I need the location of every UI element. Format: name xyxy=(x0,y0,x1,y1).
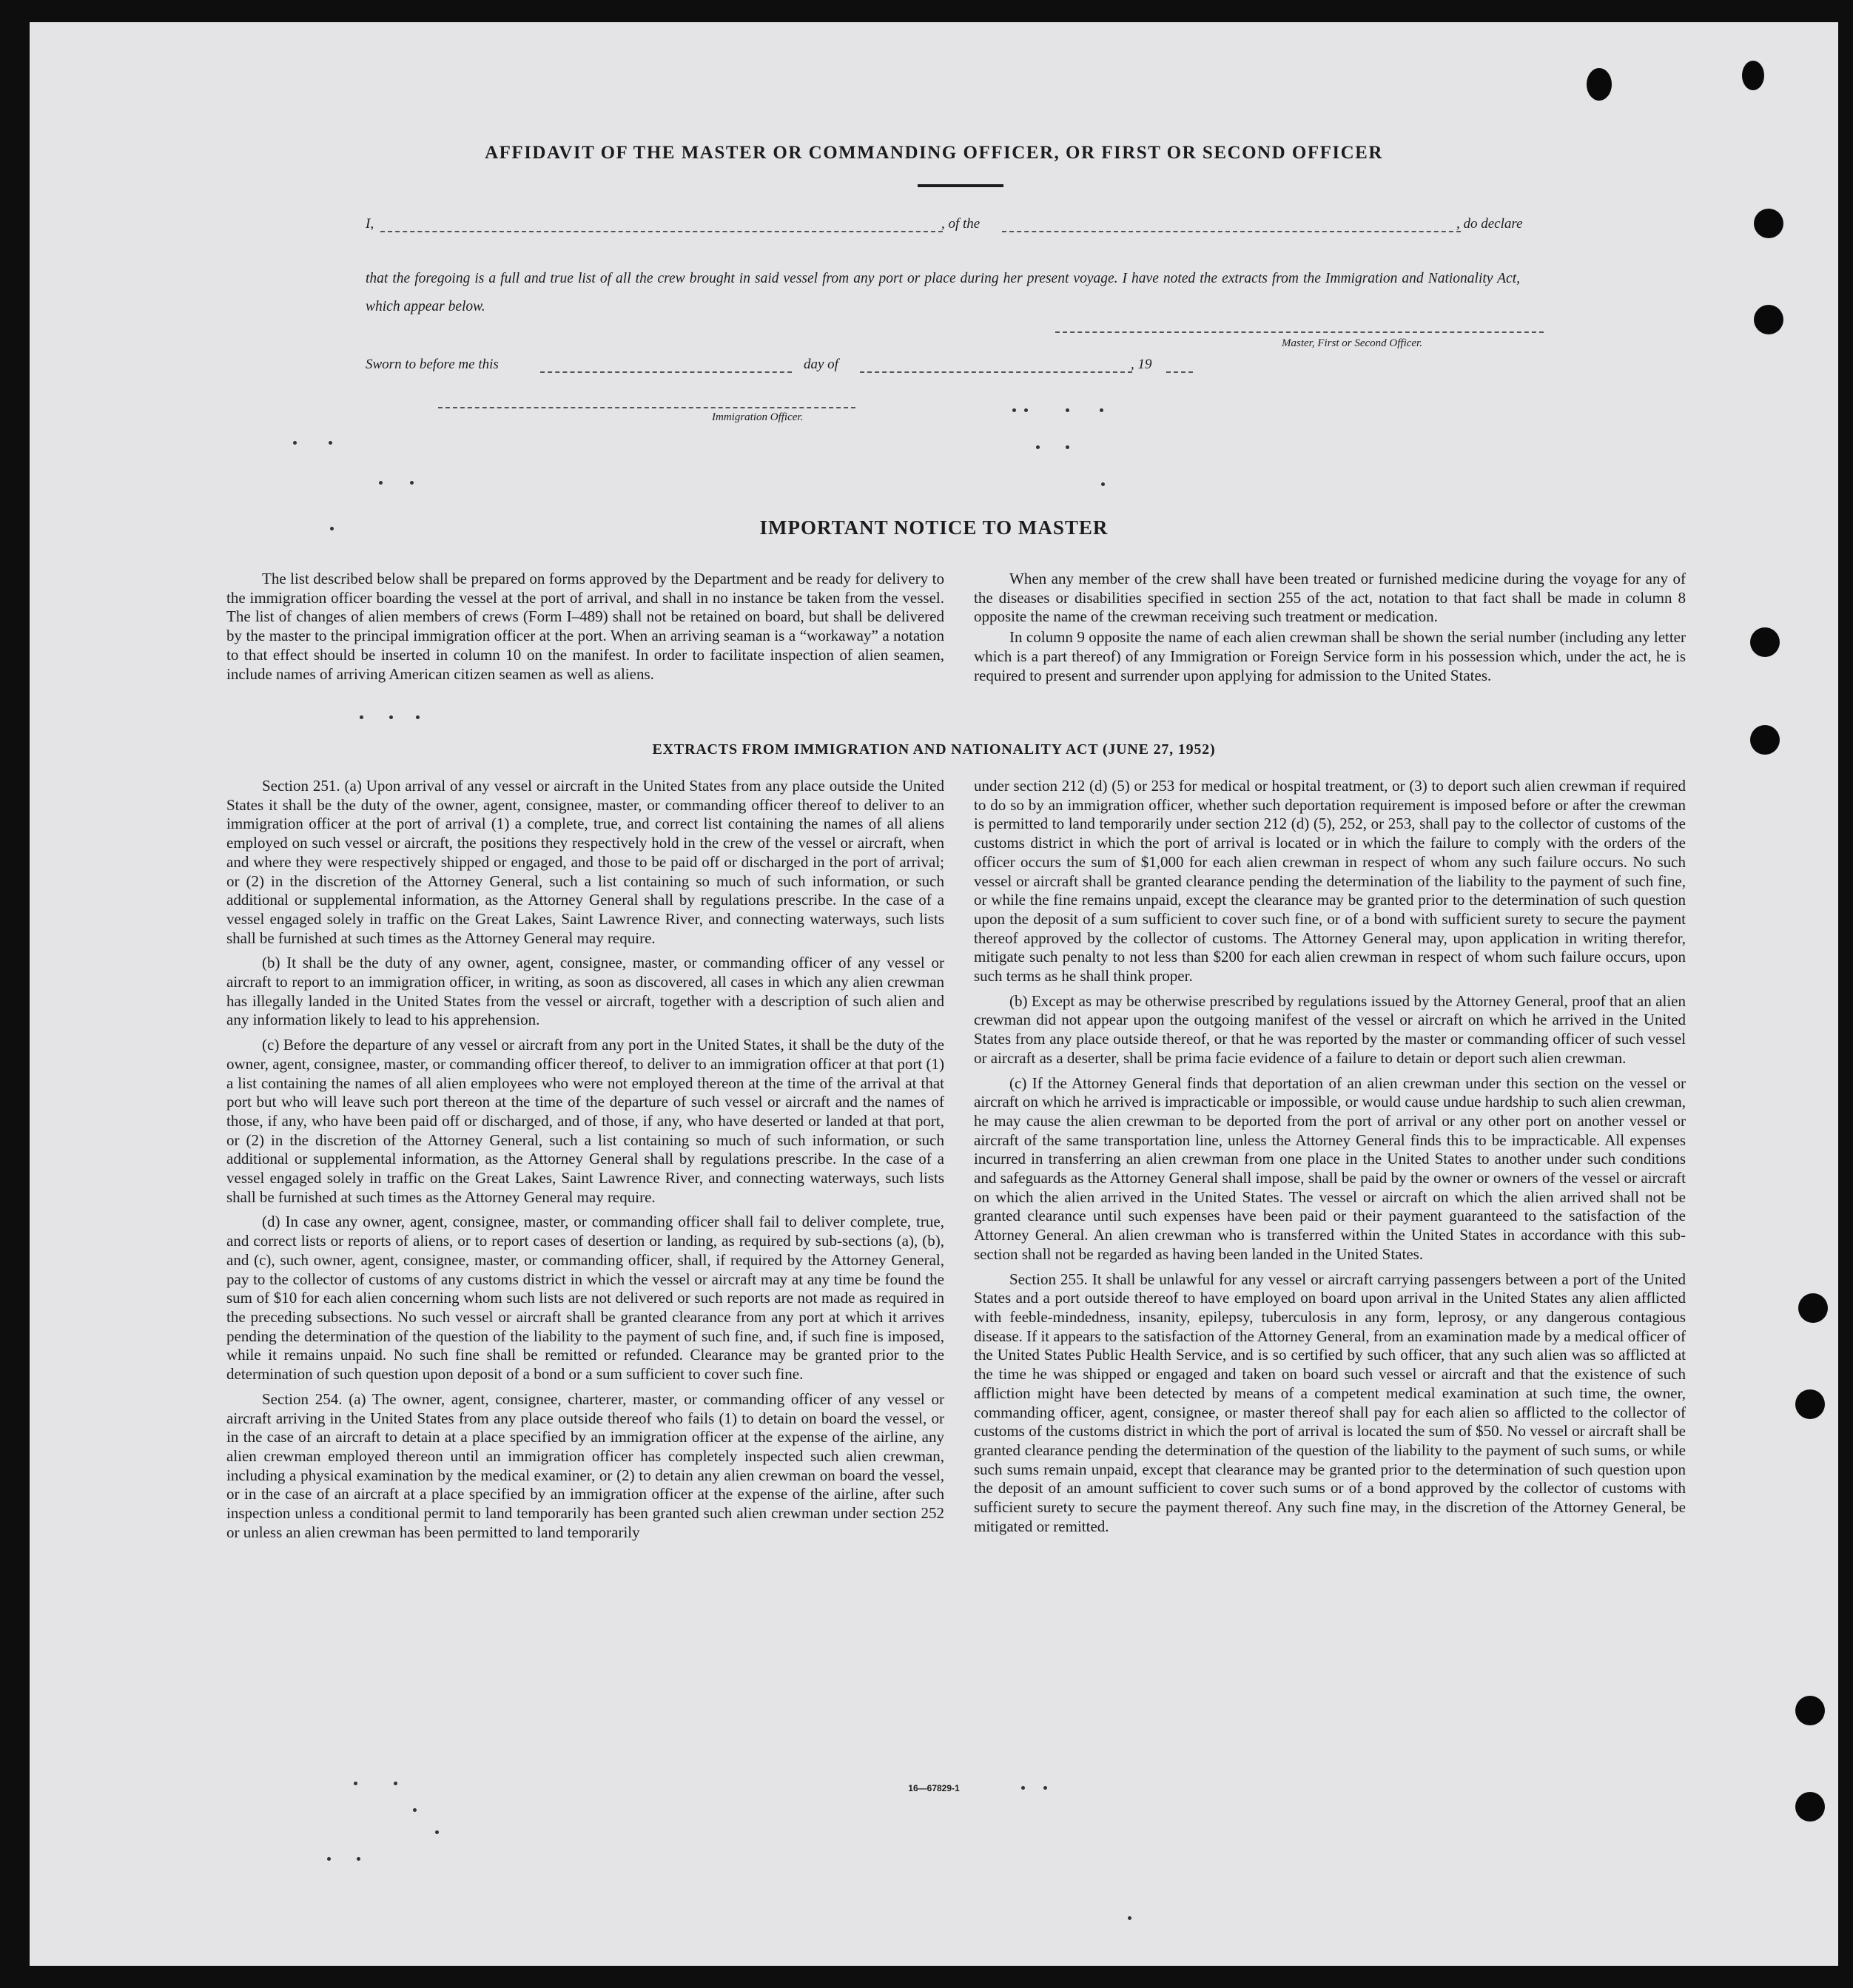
scan-speck xyxy=(1024,408,1028,412)
form-page xyxy=(30,22,1838,1966)
section-254-b: (b) Except as may be otherwise prescribed by regulations issued by the Attorney General, proof that an alien crewman did not appear upon the outgoing manifest of the vessel or aircraft on which he arrived in the United States from any place outside thereof, or that he was reported by the master or commanding officer of such vessel or aircraft as a deserter, shall be prima facie evidence of a failure to detain or deport such alien crewman. xyxy=(974,991,1686,1067)
sworn-year-field[interactable] xyxy=(1166,371,1193,373)
scan-speck xyxy=(357,1857,360,1861)
scan-speck xyxy=(327,1857,331,1861)
scan-speck xyxy=(1100,408,1103,412)
do-declare-label: , do declare xyxy=(1456,216,1523,232)
scan-speck xyxy=(1012,408,1016,412)
sworn-month-field[interactable] xyxy=(860,371,1132,373)
affidavit-title: AFFIDAVIT OF THE MASTER OR COMMANDING OFFICER, OR FIRST OR SECOND OFFICER xyxy=(485,143,1383,163)
section-254-a: Section 254. (a) The owner, agent, consignee, charterer, master, or commanding officer of any vessel or aircraft arriving in the United States from any place outside thereof who fails (1) to detain on board the vessel, or in the case of an aircraft to detain at a place specified by an immigration officer at the expense of the airline, any alien crewman employed thereon until an immigration officer has completely inspected such alien crewman, including a physical examination by the medical examiner, or (2) to detain any alien crewman on board the vessel, or in the case of an aircraft at a place specified by an immigration officer at the expense of the airline, after such inspection unless a conditional permit to land temporarily has been granted such alien crewman under section 252 or unless an alien crewman has been permitted to land temporarily xyxy=(226,1389,944,1541)
immigration-officer-caption: Immigration Officer. xyxy=(712,411,804,423)
extracts-left-column xyxy=(226,777,944,1548)
title-divider xyxy=(918,184,1003,187)
declarant-label: I, xyxy=(366,216,374,232)
master-signature-field[interactable] xyxy=(1055,331,1544,333)
section-251-b: (b) It shall be the duty of any owner, agent, consignee, master, or commanding officer of any vessel or aircraft to report to an immigration officer, in writing, as soon as discovered, all cases in which any alien crewman has illegally landed in the United States from the vessel or aircraft, together with a description of such alien and any information likely to lead to his apprehension. xyxy=(226,954,944,1029)
notice-title: IMPORTANT NOTICE TO MASTER xyxy=(759,516,1109,539)
scan-speck xyxy=(389,715,393,719)
scan-speck xyxy=(1101,482,1105,486)
vessel-name-field[interactable] xyxy=(1002,231,1461,232)
year-label: , 19 xyxy=(1131,357,1152,372)
day-of-label: day of xyxy=(804,357,838,372)
scan-speck xyxy=(1128,1916,1131,1920)
declaration-text: that the foregoing is a full and true list of all the crew brought in said vessel from any port or place during her present voyage. I have noted the extracts from the Immigration and Nationality Act, which appear below. xyxy=(366,271,1520,314)
punch-hole xyxy=(1750,627,1780,657)
scan-speck xyxy=(379,481,383,485)
punch-hole xyxy=(1754,209,1783,238)
section-254-a-continued: under section 212 (d) (5) or 253 for medical or hospital treatment, or (3) to deport such alien crewman if required to do so by an immigration officer, whether such deportation requirement is imposed before or after the crewman is permitted to land temporarily under section 212 (d) (5), 252, or 253, shall pay to the collector of customs of the customs district in which the port of arrival is located or in which the failure to comply with the orders of the officer occurs the sum of $1,000 for each alien crewman in respect of whom any such failure occurs. No such vessel or aircraft shall be granted clearance pending the determination of the liability to the payment of such fine, or while the fine remains unpaid, except the clearance may be granted prior to the determination of such question upon the deposit of a sum sufficient to cover such fine, or of a bond with sufficient surety to secure the payment thereof approved by the collector of customs. The Attorney General may, upon application in writing therefor, mitigate such penalty to not less than $200 for each alien crewman in respect of whom such failure occurs, upon such terms as he shall think proper. xyxy=(974,777,1686,985)
extracts-title: EXTRACTS FROM IMMIGRATION AND NATIONALITY ACT (JUNE 27, 1952) xyxy=(652,741,1216,758)
scan-speck xyxy=(293,441,297,445)
section-251-a: Section 251. (a) Upon arrival of any vessel or aircraft in the United States from any place outside the United States it shall be the duty of the owner, agent, consignee, master, or commanding officer thereof to deliver to an immigration officer at the port of arrival (1) a complete, true, and correct list containing the names of all aliens employed on such vessel or aircraft, the positions they respectively hold in the crew of the vessel or aircraft, when and where they were respectively shipped or engaged, and those to be paid off or discharged in the port of arrival; or (2) in the discretion of the Attorney General, such a list containing so much of such information, or such additional or supplemental information, as the Attorney General shall by regulations prescribe. In the case of a vessel engaged solely in traffic on the Great Lakes, Saint Lawrence River, and connecting waterways, such lists shall be furnished at such times as the Attorney General may require. xyxy=(226,777,944,947)
punch-hole xyxy=(1795,1696,1825,1725)
scan-speck xyxy=(410,481,414,485)
section-254-c: (c) If the Attorney General finds that deportation of an alien crewman under this section on the vessel or aircraft on which he arrived is impracticable or impossible, or would cause undue hardship to such alien crewman, he may cause the alien crewman to be deported from the port of arrival or any other port on another vessel or aircraft of the same transportation line, unless the Attorney General finds this to be impracticable. All expenses incurred in transferring an alien crewman from one place in the United States to another under such conditions and safeguards as the Attorney General shall impose, shall be paid by the owner or owners of the vessel or aircraft on which the alien arrived in the United States. The vessel or aircraft on which the alien arrived shall not be granted clearance until such expenses have been paid or their payment guaranteed to the satisfaction of the Attorney General. An alien crewman who is transferred within the United States in accordance with this sub-section shall not be regarded as having been landed in the United States. xyxy=(974,1074,1686,1263)
declarant-name-field[interactable] xyxy=(380,231,943,232)
punch-hole xyxy=(1795,1389,1825,1419)
scan-speck xyxy=(413,1808,417,1812)
scan-speck xyxy=(360,715,363,719)
scan-speck xyxy=(1036,445,1040,449)
section-251-c: (c) Before the departure of any vessel or aircraft from any port in the United States, it shall be the duty of the owner, agent, consignee, master, or commanding officer thereof, to deliver to an immigration officer at that port (1) a list containing the names of all alien employees who were not employed thereon at the time of the arrival at that port but who will leave such port thereon at the time of the departure of such vessel or aircraft and the names of those, if any, who have been paid off or discharged, and of those, if any, who have deserted or landed at that port, or (2) in the discretion of the Attorney General, such a list containing so much of such information, or such additional or supplemental information, as the Attorney General shall by regulations prescribe. In the case of a vessel engaged solely in traffic on the Great Lakes, Saint Lawrence River, and connecting waterways, such lists shall be furnished at such times as the Attorney General may require. xyxy=(226,1036,944,1206)
notice-paragraph: In column 9 opposite the name of each alien crewman shall be shown the serial number (including any letter which is a part thereof) of any Immigration or Foreign Service form in his possession which, under the act, he is required to present and surrender upon applying for admission to the United States. xyxy=(974,628,1686,684)
scan-speck xyxy=(416,715,420,719)
immigration-officer-signature-field[interactable] xyxy=(438,407,855,408)
extracts-right-column xyxy=(974,777,1686,1542)
notice-paragraph: The list described below shall be prepared on forms approved by the Department and be ready for delivery to the immigration officer boarding the vessel at the port of arrival, and shall in no instance be taken from the vessel. The list of changes of alien members of crews (Form I–489) shall not be retained on board, but shall be delivered by the master to the principal immigration officer at the port. When an arriving seaman is a “workaway” a notation to that effect should be inserted in column 10 on the manifest. In order to facilitate inspection of alien seamen, include names of arriving American citizen seamen as well as aliens. xyxy=(226,570,944,683)
section-251-d: (d) In case any owner, agent, consignee, master, or commanding officer shall fail to deliver complete, true, and correct lists or reports of aliens, or to report cases of desertion or landing, as required by sub-sections (a), (b), and (c), such owner, agent, consignee, master, or commanding officer, shall, if required by the Attorney General, pay to the collector of customs of any customs district in which the vessel or aircraft may at any time be found the sum of $10 for each alien concerning whom such lists are not delivered or such reports are not made as required in the preceding subsections. No such vessel or aircraft shall be granted clearance from any port at which it arrives pending the determination of the question of the liability to the payment of such fine, and, if such fine is imposed, while it remains unpaid. No such fine shall be remitted or refunded. Clearance may be granted prior to the determination of such question upon deposit of a bond or a sum sufficient to cover such fine. xyxy=(226,1213,944,1384)
sworn-day-field[interactable] xyxy=(540,371,792,373)
scan-speck xyxy=(329,441,332,445)
master-signature-caption: Master, First or Second Officer. xyxy=(1282,337,1422,349)
sworn-label: Sworn to before me this xyxy=(366,357,499,372)
notice-left-column xyxy=(226,570,944,690)
punch-hole xyxy=(1754,305,1783,334)
section-255: Section 255. It shall be unlawful for any vessel or aircraft carrying passengers between a port of the United States and a port outside thereof to have employed on board upon arrival in the United States any alien afflicted with feeble-mindedness, insanity, epilepsy, tuberculosis in any form, leprosy, or any dangerous contagious disease. If it appears to the satisfaction of the Attorney General, from an examination made by a medical officer of the United States Public Health Service, and is so certified by such officer, that any such alien was so afflicted at the time he was shipped or engaged and taken on board such vessel or aircraft and that the existence of such affliction might have been detected by means of a competent medical examination at such time, the owner, commanding officer, agent, consignee, or master thereof shall pay for each alien so afflicted to the collector of customs of the customs district in which the port of arrival is located the sum of $50. No vessel or aircraft shall be granted clearance pending the determination of the question of the liability to the payment of such sums, or while such sums remain unpaid, except that clearance may be granted prior to the determination of such question upon the deposit of an amount sufficient to cover such sums or of a bond approved by the collector of customs with sufficient surety to secure the payment thereof. Any such fine may, in the discretion of the Attorney General, be mitigated or remitted. xyxy=(974,1270,1686,1535)
punch-hole xyxy=(1742,61,1764,90)
form-code: 16—67829-1 xyxy=(908,1783,960,1793)
scan-speck xyxy=(1066,445,1069,449)
notice-paragraph: When any member of the crew shall have been treated or furnished medicine during the voyage for any of the diseases or disabilities specified in section 255 of the act, notation to that fact shall be made in column 8 opposite the name of the crewman receiving such treatment or medication. xyxy=(974,570,1686,626)
scan-speck xyxy=(1066,408,1069,412)
vessel-of-label: , of the xyxy=(941,216,981,232)
punch-hole xyxy=(1587,68,1612,101)
punch-hole xyxy=(1795,1792,1825,1822)
punch-hole xyxy=(1798,1293,1828,1323)
scan-speck xyxy=(435,1830,439,1834)
notice-right-column xyxy=(974,570,1686,691)
